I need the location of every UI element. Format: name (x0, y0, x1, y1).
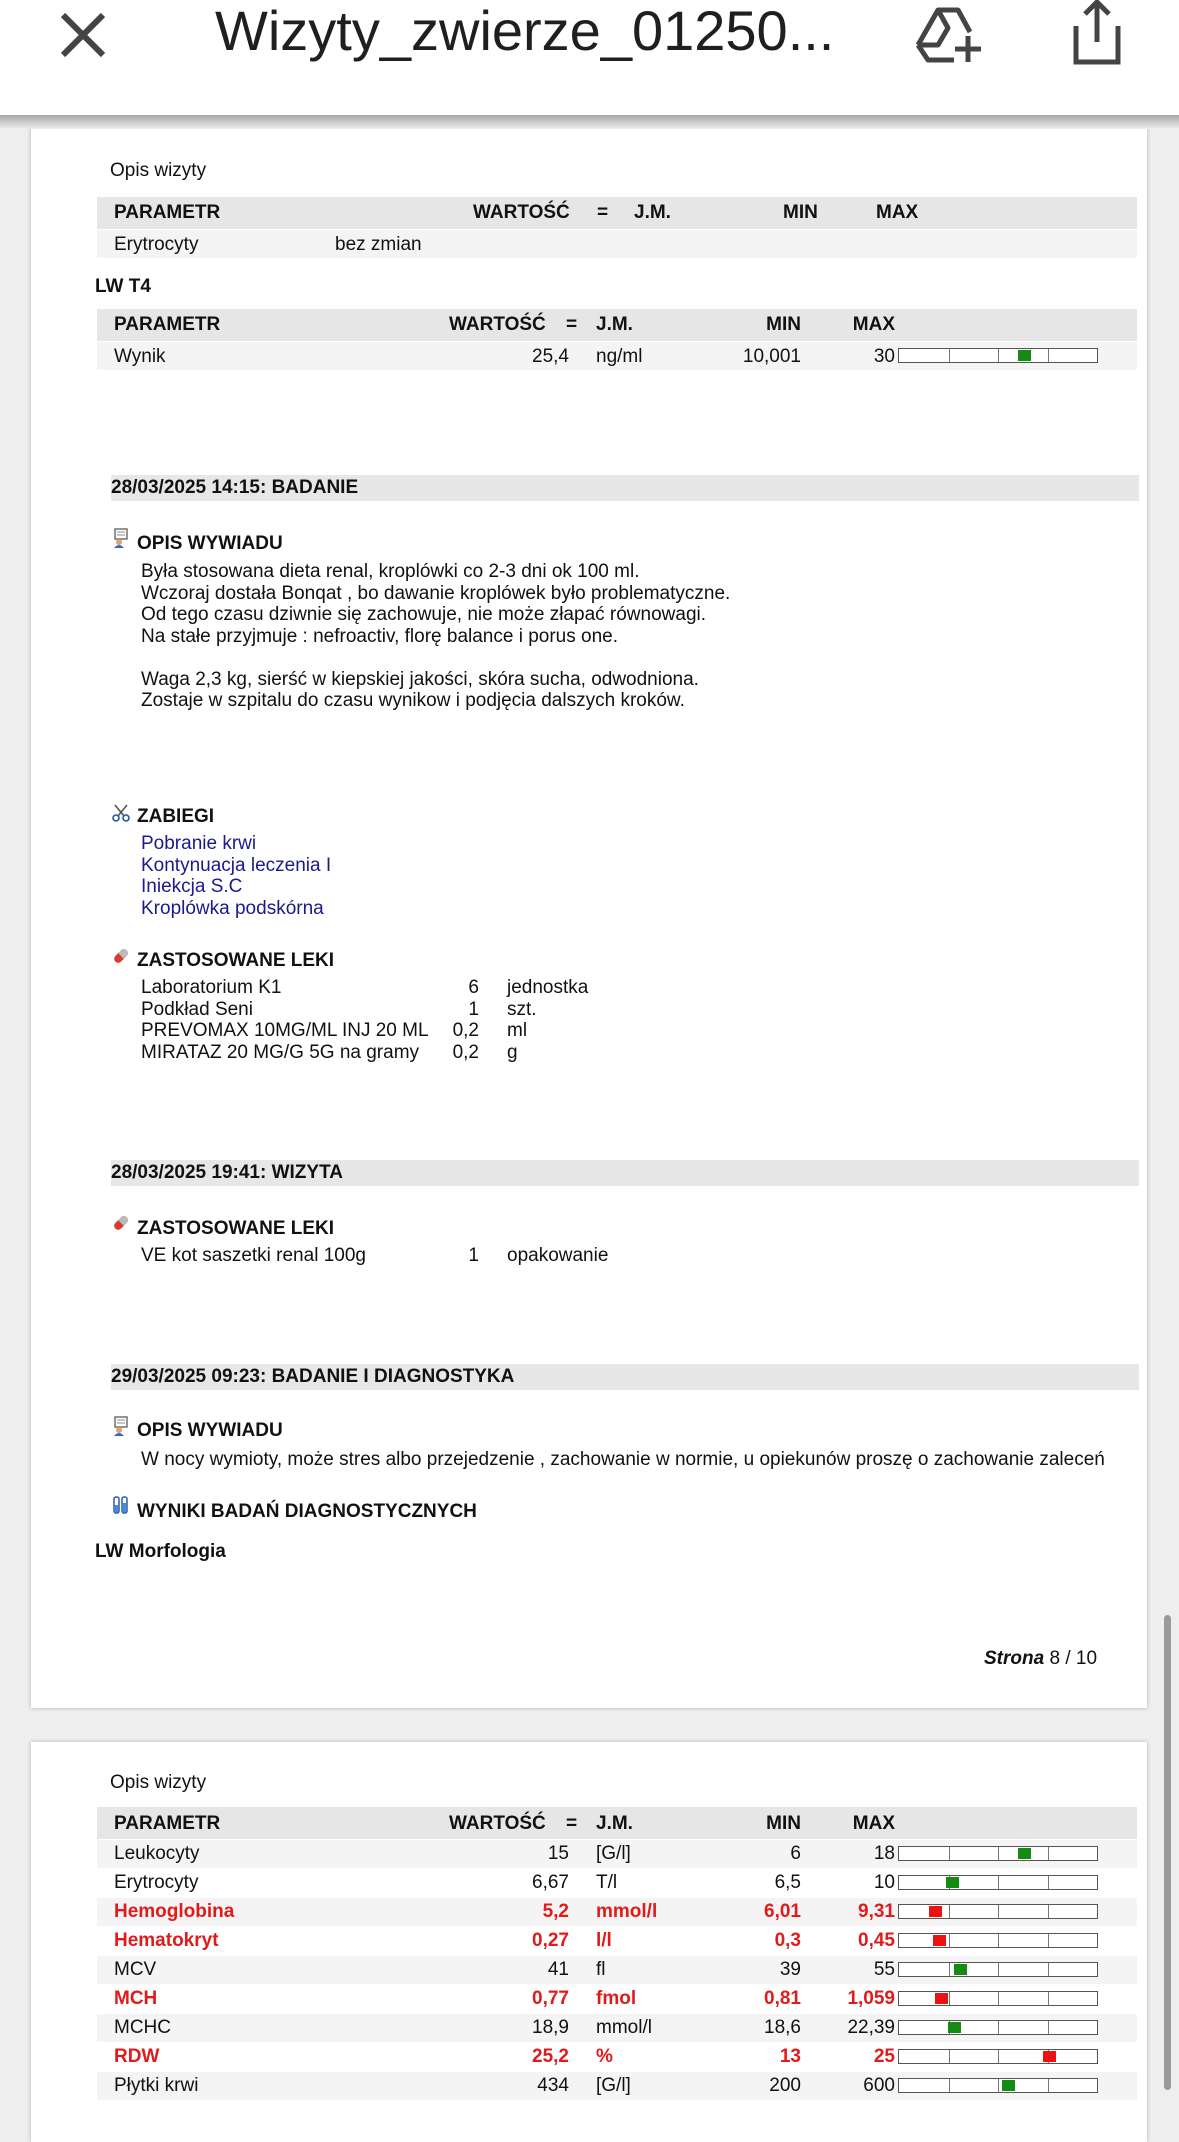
col-parametr: PARAMETR (114, 202, 221, 223)
row-min: 0,3 (774, 1930, 801, 1951)
row-param-name: Erytrocyty (114, 234, 199, 255)
row-param-name: MCHC (114, 2017, 171, 2038)
gauge-tick (998, 1963, 999, 1976)
range-gauge (898, 1904, 1098, 1919)
row-min: 6 (790, 1843, 801, 1864)
table-caption: Opis wizyty (110, 1772, 207, 1793)
range-gauge (898, 1991, 1098, 2006)
gauge-tick (1048, 349, 1049, 362)
share-button[interactable] (1062, 0, 1132, 70)
visit-header: 28/03/2025 14:15: BADANIE (111, 477, 359, 498)
drug-unit: opakowanie (507, 1245, 609, 1266)
col-eq: = (566, 314, 578, 335)
section-title: ZASTOSOWANE LEKI (137, 1218, 335, 1239)
table-header (97, 197, 1137, 229)
row-min: 13 (779, 2046, 801, 2067)
gauge-tick (949, 1934, 950, 1947)
row-max: 10 (873, 1872, 895, 1893)
gauge-tick (949, 1847, 950, 1860)
row-param-name: Leukocyty (114, 1843, 200, 1864)
interview-line: Od tego czasu dziwnie się zachowuje, nie może złapać równowagi. (141, 604, 707, 625)
row-min: 18,6 (764, 2017, 801, 2038)
procedure-item: Pobranie krwi (141, 833, 257, 854)
procedures-list (141, 833, 331, 919)
procedure-item: Iniekcja S.C (141, 876, 243, 897)
drug-qty: 6 (468, 977, 479, 998)
add-to-drive-icon (910, 0, 990, 70)
row-value: 18,9 (532, 2017, 569, 2038)
row-unit: mmol/l (596, 1901, 658, 1922)
interview-line: Wczoraj dostała Bonqat , bo dawanie kroplówek było problematyczne. (141, 582, 731, 604)
gauge-tick (1048, 2079, 1049, 2092)
gauge-tick (998, 349, 999, 362)
gauge-tick (1048, 1876, 1049, 1889)
range-gauge (898, 2049, 1098, 2064)
drug-qty: 1 (468, 1245, 479, 1266)
section-title: OPIS WYWIADU (137, 1420, 283, 1441)
row-unit: % (596, 2046, 613, 2067)
col-min: MIN (766, 314, 801, 335)
row-max: 25 (873, 2046, 895, 2067)
col-jm: J.M. (596, 314, 633, 335)
interview-text (141, 561, 730, 712)
document-title: Wizyty_zwierze_01250... (215, 0, 835, 62)
share-icon (1062, 0, 1132, 70)
drug-unit: ml (507, 1020, 528, 1041)
gauge-marker (933, 1935, 946, 1946)
row-value: bez zmian (335, 234, 422, 255)
table-caption: Opis wizyty (110, 160, 207, 181)
lab-title: LW T4 (95, 276, 151, 297)
row-param-name: Hematokryt (114, 1930, 219, 1951)
drug-name: MIRATAZ 20 MG/G 5G na gramy (141, 1041, 420, 1063)
gauge-marker (1018, 1848, 1031, 1859)
row-unit: ng/ml (596, 346, 643, 367)
drug-qty: 0,2 (452, 1020, 479, 1041)
gauge-marker (1043, 2051, 1056, 2062)
row-unit: T/l (596, 1872, 618, 1893)
range-gauge (898, 1933, 1098, 1948)
gauge-tick (998, 2021, 999, 2034)
test-tubes-icon (111, 1495, 131, 1515)
drug-name: Laboratorium K1 (141, 977, 282, 998)
page-footer (984, 1648, 1097, 1670)
page-number: 8 (1049, 1648, 1061, 1669)
row-unit: fmol (596, 1988, 637, 2009)
interview-line: Na stałe przyjmuje : nefroactiv, florę balance i porus one. (141, 625, 618, 647)
range-gauge (898, 2020, 1098, 2035)
row-max: 0,45 (858, 1930, 895, 1951)
row-param-name: MCH (114, 1988, 158, 2009)
close-icon (48, 5, 120, 77)
gauge-marker (954, 1964, 967, 1975)
row-param-name: Płytki krwi (114, 2075, 199, 2096)
col-jm: J.M. (634, 202, 671, 223)
range-gauge (898, 1846, 1098, 1861)
row-param-name: MCV (114, 1959, 157, 1980)
gauge-tick (998, 2079, 999, 2092)
section-title: ZASTOSOWANE LEKI (137, 950, 335, 971)
top-app-bar (0, 0, 1179, 115)
row-param-name: RDW (114, 2046, 160, 2067)
gauge-tick (949, 349, 950, 362)
range-gauge (898, 1962, 1098, 1977)
scissors-icon (111, 803, 131, 823)
document-page-8 (31, 100, 1147, 1708)
col-parametr: PARAMETR (114, 1813, 221, 1834)
gauge-tick (998, 1847, 999, 1860)
drug-unit: g (507, 1041, 518, 1063)
row-min: 0,81 (764, 1988, 801, 2009)
drug-name: VE kot saszetki renal 100g (141, 1245, 366, 1266)
gauge-tick (998, 1934, 999, 1947)
row-value: 25,4 (532, 346, 569, 367)
col-eq: = (566, 1813, 578, 1834)
interview-icon (111, 528, 131, 548)
interview-line (141, 647, 730, 669)
row-param-name: Hemoglobina (114, 1901, 235, 1922)
section-title: ZABIEGI (137, 806, 215, 827)
row-max: 55 (873, 1959, 895, 1980)
row-param-name: Wynik (114, 346, 166, 367)
drug-name: PREVOMAX 10MG/ML INJ 20 ML (141, 1020, 429, 1041)
col-max: MAX (852, 1813, 895, 1834)
col-jm: J.M. (596, 1813, 633, 1834)
row-max: 18 (873, 1843, 895, 1864)
col-min: MIN (766, 1813, 801, 1834)
range-gauge (898, 2078, 1098, 2093)
range-gauge (898, 348, 1098, 363)
row-min: 39 (779, 1959, 801, 1980)
interview-icon (111, 1416, 131, 1436)
row-value: 5,2 (542, 1901, 569, 1922)
row-value: 15 (547, 1843, 569, 1864)
scrollbar-thumb[interactable] (1164, 1615, 1171, 2090)
col-eq: = (597, 202, 609, 223)
row-unit: l/l (596, 1930, 612, 1951)
gauge-marker (935, 1993, 948, 2004)
section-title: OPIS WYWIADU (137, 533, 283, 554)
row-max: 9,31 (858, 1901, 895, 1922)
top-bar-shadow (0, 115, 1179, 129)
gauge-tick (1048, 1905, 1049, 1918)
row-value: 25,2 (532, 2046, 569, 2067)
col-parametr: PARAMETR (114, 314, 221, 335)
gauge-tick (1048, 2021, 1049, 2034)
close-button[interactable] (48, 5, 120, 77)
pill-icon (111, 1213, 131, 1233)
gauge-tick (1048, 1992, 1049, 2005)
gauge-tick (998, 2050, 999, 2063)
document-page-9 (31, 1742, 1147, 2142)
col-wartosc: WARTOŚĆ (449, 314, 546, 335)
gauge-tick (1048, 1934, 1049, 1947)
row-value: 41 (547, 1959, 569, 1980)
row-unit: [G/l] (596, 1843, 631, 1864)
gauge-marker (1002, 2080, 1015, 2091)
gauge-tick (998, 1992, 999, 2005)
row-unit: mmol/l (596, 2017, 652, 2038)
interview-text: W nocy wymioty, może stres albo przejedzenie , zachowanie w normie, u opiekunów proszę o zachowanie zaleceń (141, 1449, 1105, 1470)
gauge-tick (1048, 1847, 1049, 1860)
row-value: 6,67 (532, 1872, 569, 1893)
drug-qty: 0,2 (452, 1041, 479, 1063)
interview-line: Zostaje w szpitalu do czasu wynikow i podjęcia dalszych kroków. (141, 690, 685, 711)
drug-unit: szt. (507, 998, 537, 1020)
gauge-marker (929, 1906, 942, 1917)
interview-line: Waga 2,3 kg, sierść w kiepskiej jakości, skóra sucha, odwodniona. (141, 668, 699, 690)
gauge-tick (998, 1876, 999, 1889)
gauge-tick (949, 1905, 950, 1918)
row-value: 0,77 (532, 1988, 569, 2009)
row-max: 22,39 (847, 2017, 895, 2038)
row-min: 10,001 (742, 346, 801, 367)
pill-icon (111, 946, 131, 966)
row-unit: fl (596, 1959, 606, 1980)
lab-title: LW Morfologia (95, 1541, 226, 1562)
gauge-tick (998, 1905, 999, 1918)
col-max: MAX (852, 314, 895, 335)
interview-line: Była stosowana dieta renal, kroplówki co 2-3 dni ok 100 ml. (141, 561, 640, 582)
row-max: 30 (873, 346, 895, 367)
gauge-tick (949, 2079, 950, 2092)
drug-name: Podkład Seni (141, 998, 253, 1020)
gauge-tick (1048, 1963, 1049, 1976)
gauge-marker (946, 1877, 959, 1888)
add-to-drive-button[interactable] (910, 0, 990, 70)
row-param-name: Erytrocyty (114, 1872, 199, 1893)
col-min: MIN (783, 202, 818, 223)
range-gauge (898, 1875, 1098, 1890)
procedure-item: Kontynuacja leczenia I (141, 854, 332, 876)
gauge-marker (1018, 350, 1031, 361)
gauge-tick (949, 1992, 950, 2005)
row-min: 6,01 (764, 1901, 801, 1922)
table-row (97, 230, 1137, 258)
page-label: Strona (984, 1648, 1045, 1669)
gauge-marker (948, 2022, 961, 2033)
gauge-tick (949, 1963, 950, 1976)
row-max: 600 (863, 2075, 895, 2096)
drug-qty: 1 (468, 998, 479, 1020)
row-unit: [G/l] (596, 2075, 631, 2096)
visit-header: 29/03/2025 09:23: BADANIE I DIAGNOSTYKA (111, 1366, 515, 1387)
visit-header: 28/03/2025 19:41: WIZYTA (111, 1162, 343, 1183)
col-wartosc: WARTOŚĆ (449, 1813, 546, 1834)
page-total: / 10 (1065, 1648, 1098, 1669)
procedure-item: Kroplówka podskórna (141, 897, 324, 919)
row-max: 1,059 (847, 1988, 895, 2009)
row-min: 6,5 (774, 1872, 801, 1893)
col-max: MAX (876, 202, 919, 223)
row-value: 434 (537, 2075, 569, 2096)
drug-unit: jednostka (507, 977, 589, 998)
section-title: WYNIKI BADAŃ DIAGNOSTYCZNYCH (137, 1501, 477, 1522)
gauge-tick (949, 2050, 950, 2063)
row-min: 200 (769, 2075, 801, 2096)
row-value: 0,27 (532, 1930, 569, 1951)
col-wartosc: WARTOŚĆ (473, 202, 570, 223)
